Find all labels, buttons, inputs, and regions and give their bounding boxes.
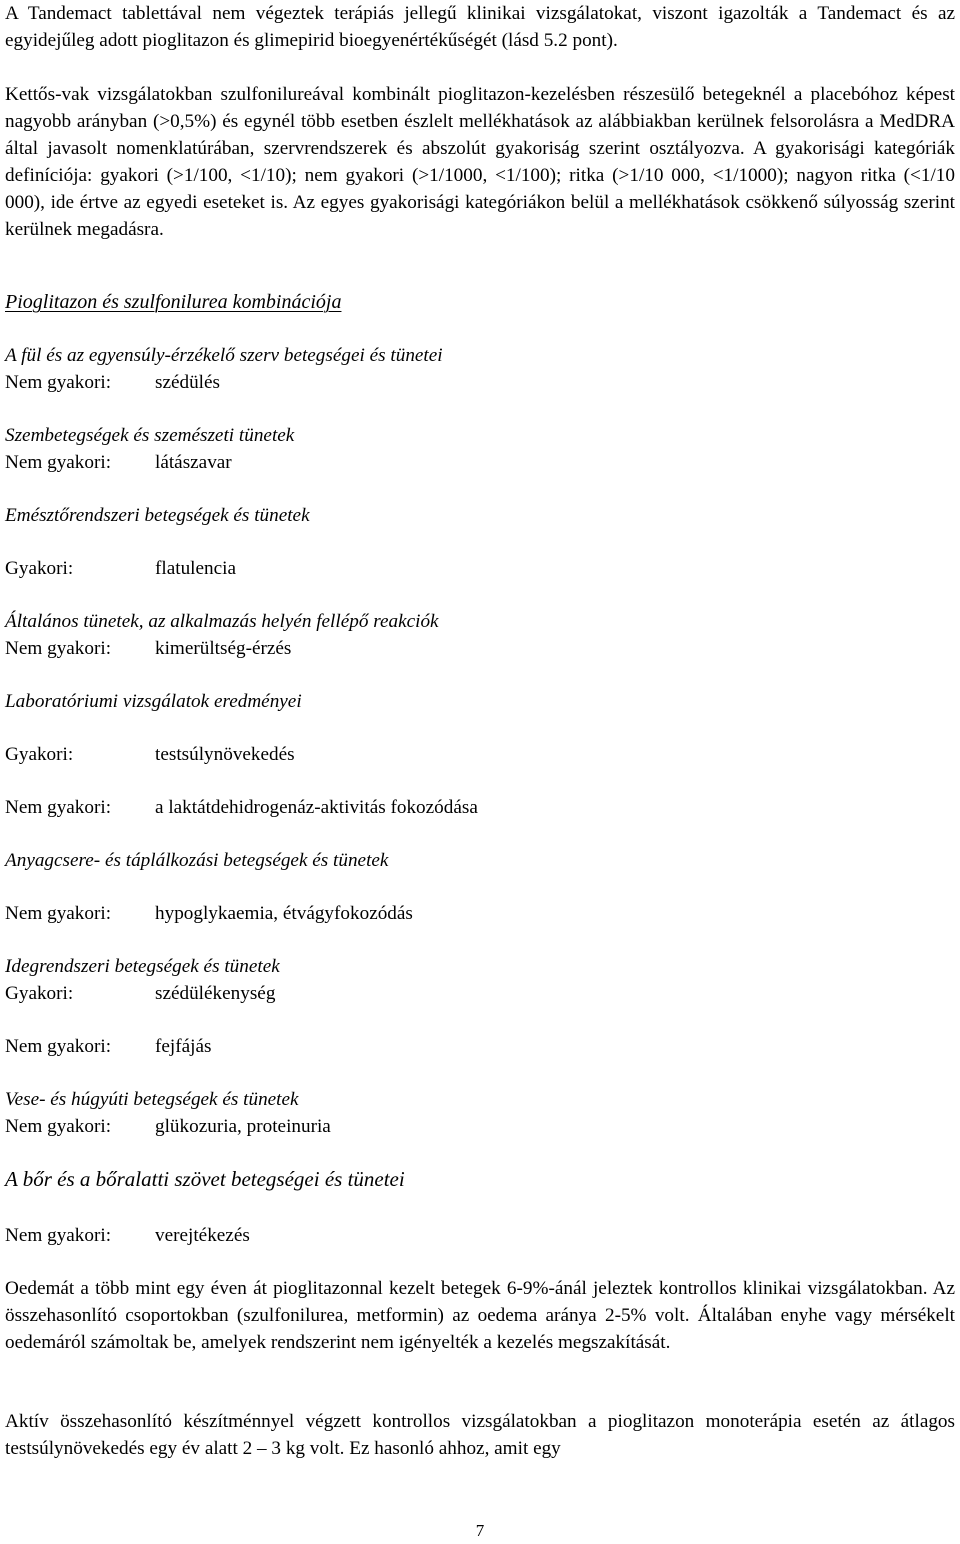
section-heading-eye: Szembetegségek és szemészeti tünetek <box>5 425 295 446</box>
frequency-label: Nem gyakori: <box>5 452 112 473</box>
frequency-label: Nem gyakori: <box>5 372 112 393</box>
section-heading-renal: Vese- és húgyúti betegségek és tünetek <box>5 1089 299 1110</box>
adverse-effect-row <box>5 900 955 927</box>
adverse-effect-row <box>5 741 955 768</box>
effect-label: a laktátdehidrogenáz-aktivitás fokozódása <box>155 797 478 818</box>
adverse-effect-row <box>5 369 955 396</box>
effect-label: fejfájás <box>155 1036 212 1057</box>
adverse-effect-row <box>5 555 955 582</box>
effect-label: verejtékezés <box>155 1225 250 1246</box>
adverse-effects-intro-paragraph: Kettős-vak vizsgálatokban szulfonilureával kombinált pioglitazon-kezelésben részesülő betegeknél a placebóhoz képest nagyobb arányban (>0,5%) és egynél több esetben észlelt mellékhatások az alábbiakban kerülnek felsorolásra a MedDRA által javasolt nomenklatúrában, szervrendszerek és abszolút gyakoriság szerint osztályozva. A gyakorisági kategóriák definíciója: gyakori (>1/100, <1/10); nem gyakori (>1/1000, <1/100); ritka (>1/10 000, <1/1000); nagyon ritka (<1/10 000), ide értve az egyedi eseteket is. Az egyes gyakorisági kategóriákon belül a mellékhatások csökkenő súlyosság szerint kerülnek megadásra. <box>5 84 955 240</box>
adverse-effect-row <box>5 1222 955 1249</box>
effect-label: szédülés <box>155 372 221 393</box>
frequency-label: Gyakori: <box>5 558 74 579</box>
adverse-effect-row <box>5 449 955 476</box>
adverse-effect-row <box>5 1113 955 1140</box>
frequency-label: Nem gyakori: <box>5 1225 112 1246</box>
adverse-effect-row <box>5 1033 955 1060</box>
effect-label: flatulencia <box>155 558 236 579</box>
frequency-label: Nem gyakori: <box>5 1036 112 1057</box>
adverse-effect-row <box>5 794 955 821</box>
section-heading-skin: A bőr és a bőralatti szövet betegségei és tünetei <box>5 1167 405 1191</box>
oedema-paragraph: Oedemát a több mint egy éven át pioglitazonnal kezelt betegek 6-9%-ánál jeleztek kontrollos klinikai vizsgálatokban. Az összehasonlító csoportokban (szulfonilurea, metformin) az oedema aránya 2-5% volt. Általában enyhe vagy mérsékelt oedemáról számoltak be, amelyek rendszerint nem igényelték a kezelés megszakítását. <box>5 1278 955 1353</box>
combination-title: Pioglitazon és szulfonilurea kombinációja <box>5 291 342 313</box>
section-heading-laboratory: Laboratóriumi vizsgálatok eredményei <box>5 691 302 712</box>
effect-label: glükozuria, proteinuria <box>155 1116 331 1137</box>
frequency-label: Nem gyakori: <box>5 1116 112 1137</box>
weight-paragraph: Aktív összehasonlító készítménnyel végzett kontrollos vizsgálatokban a pioglitazon monoterápia esetén az átlagos testsúlynövekedés egy év alatt 2 – 3 kg volt. Ez hasonló ahhoz, amit egy <box>5 1411 955 1459</box>
effect-label: testsúlynövekedés <box>155 744 295 765</box>
effect-label: látászavar <box>155 452 232 473</box>
section-heading-general: Általános tünetek, az alkalmazás helyén fellépő reakciók <box>5 611 439 632</box>
adverse-effect-row <box>5 980 955 1007</box>
section-heading-metabolism: Anyagcsere- és táplálkozási betegségek és tünetek <box>5 850 389 871</box>
frequency-label: Nem gyakori: <box>5 903 112 924</box>
effect-label: hypoglykaemia, étvágyfokozódás <box>155 903 413 924</box>
frequency-label: Gyakori: <box>5 983 74 1004</box>
adverse-effect-row <box>5 635 955 662</box>
section-heading-nervous: Idegrendszeri betegségek és tünetek <box>5 956 280 977</box>
effect-label: szédülékenység <box>155 983 276 1004</box>
page-number: 7 <box>475 1521 485 1540</box>
frequency-label: Gyakori: <box>5 744 74 765</box>
effect-label: kimerültség-érzés <box>155 638 292 659</box>
frequency-label: Nem gyakori: <box>5 638 112 659</box>
intro-paragraph: A Tandemact tablettával nem végeztek terápiás jellegű klinikai vizsgálatokat, viszont igazolták a Tandemact és az egyidejűleg adott pioglitazon és glimepirid bioegyenértékűségét (lásd 5.2 pont). <box>5 3 955 51</box>
frequency-label: Nem gyakori: <box>5 797 112 818</box>
section-heading-digestive: Emésztőrendszeri betegségek és tünetek <box>5 505 310 526</box>
section-heading-ear: A fül és az egyensúly-érzékelő szerv betegségei és tünetei <box>5 345 443 366</box>
